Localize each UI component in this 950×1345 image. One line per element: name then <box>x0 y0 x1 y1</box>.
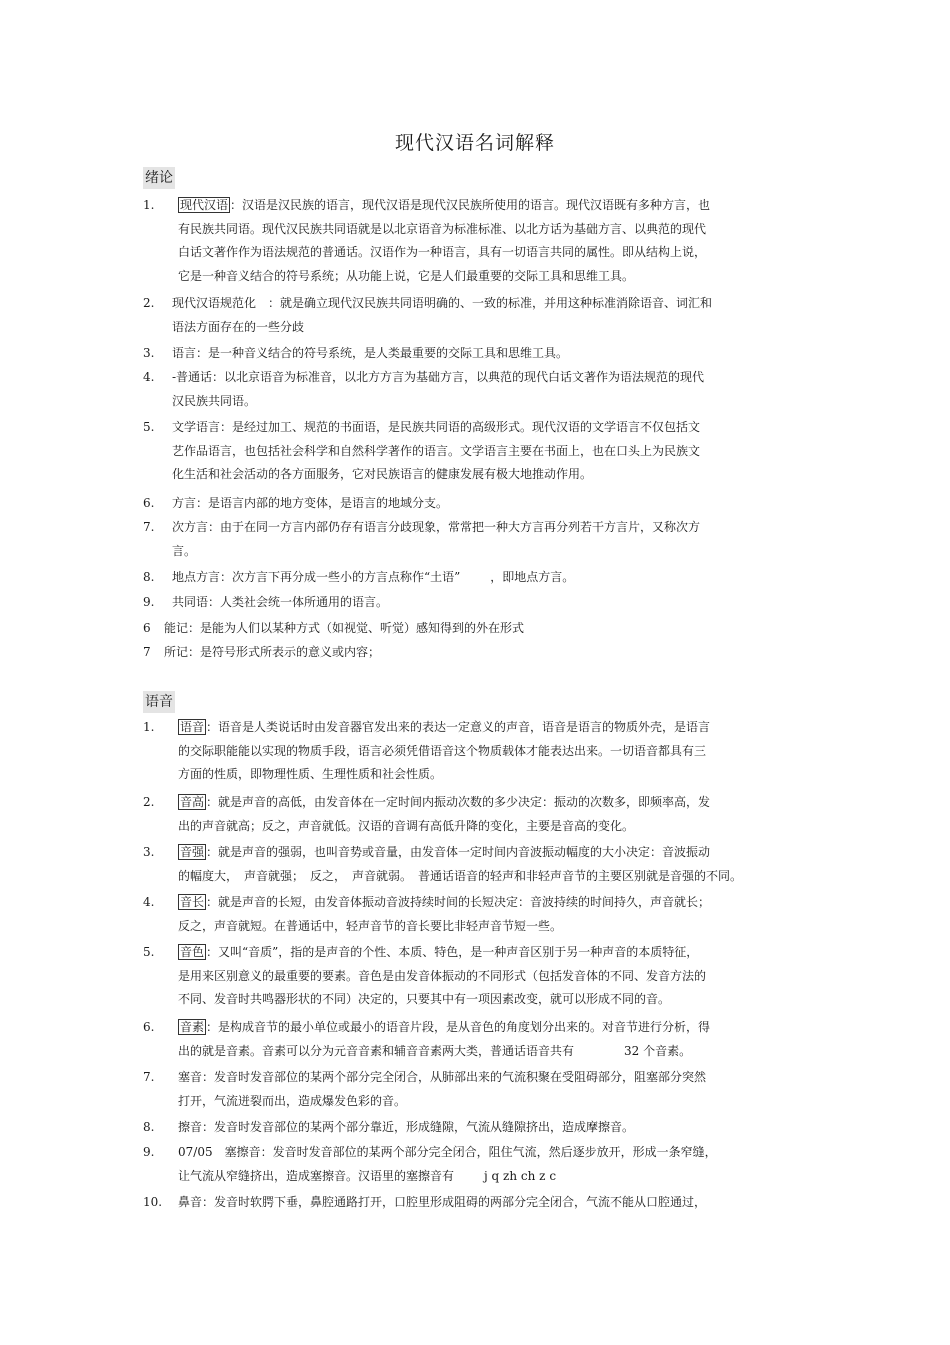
item-number: 6. <box>143 1020 155 1034</box>
item-text: 是用来区别意义的最重要的要素。音色是由发音体振动的不同形式（包括发音体的不同、发音方法的 <box>178 968 707 983</box>
item-text: 化生活和社会活动的各方面服务，它对民族语言的健康发展有极大地推动作用。 <box>172 467 593 481</box>
item-text: ：汉语是汉民族的语言，现代汉语是现代汉民族所使用的语言。现代汉语既有多种方言，也 <box>230 198 711 212</box>
list-item <box>143 1016 783 1063</box>
item-text: 语言：是一种音义结合的符号系统，是人类最重要的交际工具和思维工具。 <box>172 346 569 360</box>
item-text: 反之，声音就短。在普通话中，轻声音节的音长要比非轻声音节短一些。 <box>178 918 563 933</box>
list-item <box>143 716 783 787</box>
item-text: ：又叫“音质”，指的是声音的个性、本质、特色，是一种声音区别于另一种声音的本质特征， <box>206 945 699 959</box>
item-text: ：是构成音节的最小单位或最小的语音片段，是从音色的角度划分出来的。对音节进行分析，得 <box>206 1020 711 1034</box>
section-heading-phonetics: 语音 <box>143 691 175 713</box>
item-text: 言。 <box>172 543 197 558</box>
list-item <box>143 1066 783 1113</box>
item-text: ：就是声音的强弱，也叫音势或音量，由发音体一定时间内音波振动幅度的大小决定：音波振动 <box>206 845 711 859</box>
item-text: 不同、发音时共鸣器形状的不同）决定的，只要其中有一项因素改变，就可以形成不同的音。 <box>178 992 671 1006</box>
item-text: 文学语言：是经过加工、规范的书面语，是民族共同语的高级形式。现代汉语的文学语言不仅包括文 <box>172 420 701 434</box>
item-text: ：就是声音的高低，由发音体在一定时间内振动次数的多少决定：振动的次数多，即频率高，发 <box>206 795 711 809</box>
term-box: 音色 <box>180 945 205 959</box>
term-box: 语音 <box>180 720 205 734</box>
item-text: 出的声音就高；反之，声音就低。汉语的音调有高低升降的变化，主要是音高的变化。 <box>178 818 635 833</box>
item-text: 共同语：人类社会统一体所通用的语言。 <box>172 595 389 609</box>
item-number: 5. <box>143 420 155 434</box>
list-item <box>143 1141 783 1188</box>
item-number: 1. <box>143 720 155 734</box>
item-text: 鼻音：发音时软腭下垂，鼻腔通路打开，口腔里形成阻碍的两部分完全闭合，气流不能从口腔通过， <box>178 1195 707 1209</box>
list-item <box>143 516 783 563</box>
item-text: 艺作品语言，也包括社会科学和自然科学著作的语言。文学语言主要在书面上，也在口头上为民族文 <box>172 443 701 458</box>
item-text: 的幅度大， 声音就强； 反之， 声音就弱。 普通话语音的轻声和非轻声音节的主要区别就是音强的不同。 <box>178 868 743 883</box>
term-box: 音长 <box>180 895 205 909</box>
section-heading-intro: 绪论 <box>143 167 175 189</box>
item-text: 它是一种音义结合的符号系统；从功能上说，它是人们最重要的交际工具和思维工具。 <box>178 268 635 283</box>
item-number: 8. <box>143 570 155 584</box>
term-box: 现代汉语 <box>180 198 229 212</box>
item-text: 现代汉语规范化 ：就是确立现代汉民族共同语明确的、一致的标准，并用这种标准消除语音、词汇和 <box>172 296 713 310</box>
item-text: 地点方言：次方言下再分成一些小的方言点称作“土语” <box>172 570 461 584</box>
list-item <box>143 492 783 516</box>
item-text: 07/05 塞擦音：发音时发音部位的某两个部分完全闭合，阻住气流，然后逐步放开，形成一条窄缝， <box>178 1145 717 1159</box>
item-number: 6. <box>143 496 155 510</box>
page-title: 现代汉语名词解释 <box>394 132 555 154</box>
list-item <box>143 342 783 366</box>
item-text: 白话文著作作为语法规范的普通话。汉语作为一种语言，具有一切语言共同的属性。即从结构上说， <box>178 245 707 259</box>
item-text: 汉民族共同语。 <box>172 393 257 408</box>
item-text: 擦音：发音时发音部位的某两个部分靠近，形成缝隙，气流从缝隙挤出，造成摩擦音。 <box>178 1120 635 1134</box>
item-number: 7 <box>143 645 151 659</box>
item-number: 8. <box>143 1120 155 1134</box>
list-item <box>143 891 783 938</box>
item-number: 2. <box>143 795 155 809</box>
list-item <box>143 1116 783 1140</box>
term-box: 音素 <box>180 1020 205 1034</box>
term-box: 音高 <box>180 795 205 809</box>
list-item <box>143 566 783 590</box>
list-item <box>143 841 783 888</box>
item-number: 6 <box>143 621 151 635</box>
item-number: 3. <box>143 346 155 360</box>
item-text: 让气流从窄缝挤出，造成塞擦音。汉语里的塞擦音有 <box>178 1168 455 1183</box>
item-text: 出的就是音素。音素可以分为元音音素和辅音音素两大类，普通话语音共有 <box>178 1043 575 1058</box>
list-item <box>143 292 783 339</box>
item-text: j q zh ch z c <box>484 1168 557 1183</box>
item-text: 方面的性质，即物理性质、生理性质和社会性质。 <box>178 767 443 781</box>
list-item <box>143 591 783 615</box>
item-text: 打开，气流迸裂而出，造成爆发色彩的音。 <box>178 1093 407 1108</box>
item-number: 9. <box>143 595 155 609</box>
item-text: 塞音：发音时发音部位的某两个部分完全闭合，从肺部出来的气流积聚在受阻碍部分，阻塞部分突然 <box>178 1070 707 1084</box>
item-text: 方言：是语言内部的地方变体，是语言的地域分支。 <box>172 496 449 510</box>
list-item <box>143 194 783 288</box>
item-text: 次方言：由于在同一方言内部仍存有语言分歧现象，常常把一种大方言再分列若干方言片，又称次方 <box>172 520 701 534</box>
item-text: 所记：是符号形式所表示的意义或内容； <box>164 645 381 659</box>
item-text: 有民族共同语。现代汉民族共同语就是以北京语音为标准标准、以北方话为基础方言、以典范的现代 <box>178 221 707 236</box>
item-text: 的交际职能能以实现的物质手段，语言必须凭借语音这个物质载体才能表达出来。一切语音都具有三 <box>178 743 707 758</box>
list-item <box>143 1191 783 1215</box>
term-box: 音强 <box>180 845 205 859</box>
list-item <box>143 617 783 641</box>
item-text: 语法方面存在的一些分歧 <box>172 319 305 334</box>
item-number: 7. <box>143 1070 155 1084</box>
item-number: 10. <box>143 1195 163 1209</box>
item-number: 4. <box>143 895 155 909</box>
item-text: ：就是声音的长短，由发音体振动音波持续时间的长短决定：音波持续的时间持久，声音就长； <box>206 895 711 909</box>
list-item <box>143 366 783 413</box>
item-number: 4. <box>143 370 155 384</box>
item-number: 5. <box>143 945 155 959</box>
item-text: ：语音是人类说话时由发音器官发出来的表达一定意义的声音，语音是语言的物质外壳，是语言 <box>206 720 711 734</box>
item-text: 32 个音素。 <box>624 1043 692 1058</box>
list-item <box>143 941 783 1012</box>
item-number: 7. <box>143 520 155 534</box>
item-number: 9. <box>143 1145 155 1159</box>
item-number: 3. <box>143 845 155 859</box>
list-item <box>143 416 783 487</box>
item-text: 能记：是能为人们以某种方式（如视觉、听觉）感知得到的外在形式 <box>164 621 525 635</box>
item-text: -普通话：以北京语音为标准音，以北方方言为基础方言，以典范的现代白话文著作为语法规范的现代 <box>172 370 705 384</box>
item-text: ，即地点方言。 <box>490 570 575 584</box>
list-item <box>143 791 783 838</box>
item-number: 2. <box>143 296 155 310</box>
item-number: 1. <box>143 198 155 212</box>
list-item <box>143 641 783 665</box>
